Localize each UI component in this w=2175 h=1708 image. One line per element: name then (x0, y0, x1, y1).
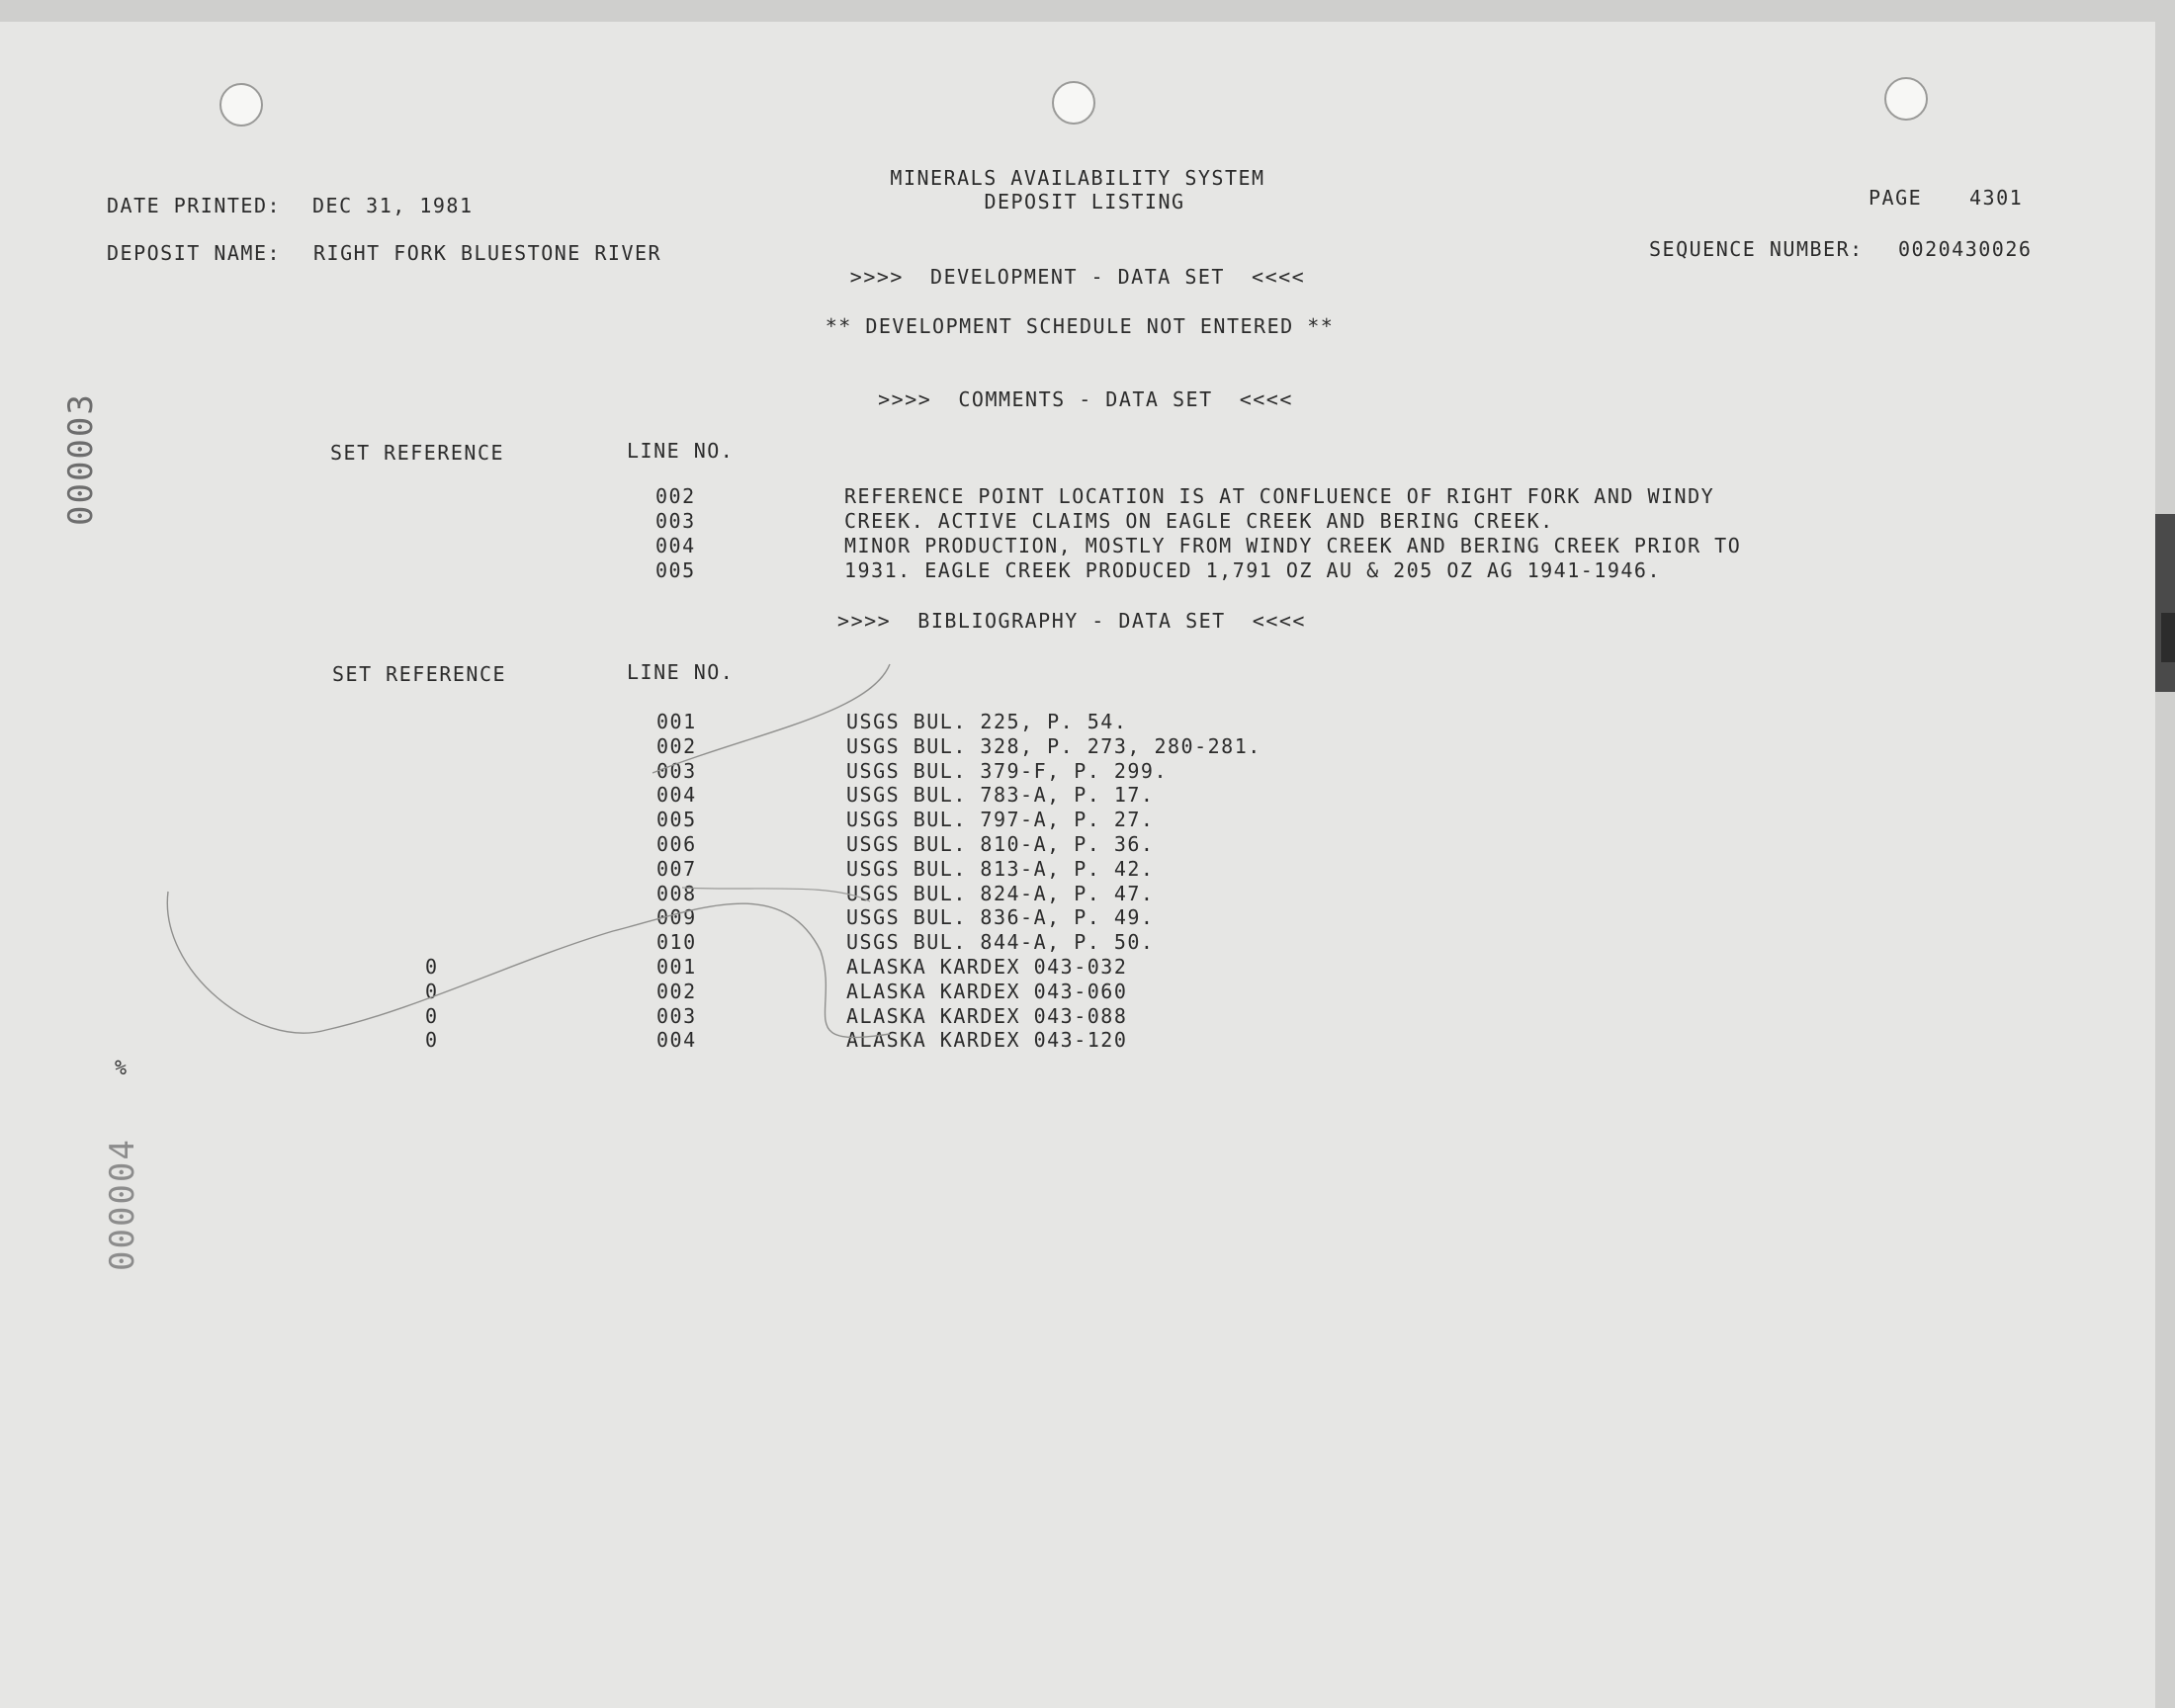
comment-text: REFERENCE POINT LOCATION IS AT CONFLUENCE OF RIGHT FORK AND WINDY (844, 484, 1715, 508)
development-note: ** DEVELOPMENT SCHEDULE NOT ENTERED ** (825, 314, 1335, 338)
citation-text: USGS BUL. 810-A, P. 36. (846, 832, 1155, 856)
printout-sheet (0, 22, 2155, 1708)
comments-heading: >>>> COMMENTS - DATA SET <<<< (878, 387, 1293, 411)
list-item (0, 759, 2155, 784)
line-number: 009 (656, 905, 697, 930)
sequence-label: SEQUENCE NUMBER: (1649, 237, 1864, 261)
line-number: 006 (656, 832, 697, 856)
list-item (0, 930, 2155, 955)
line-number: 002 (656, 733, 697, 758)
comment-text: CREEK. ACTIVE CLAIMS ON EAGLE CREEK AND BERING CREEK. (844, 509, 1554, 533)
line-number: 010 (656, 930, 697, 955)
citation-text: USGS BUL. 813-A, P. 42. (846, 856, 1155, 881)
sequence-value: 0020430026 (1898, 237, 2033, 261)
comment-text: MINOR PRODUCTION, MOSTLY FROM WINDY CREEK AND BERING CREEK PRIOR TO (844, 534, 1742, 557)
scan-edge (2161, 613, 2175, 662)
list-item (0, 710, 2155, 734)
listing-title: DEPOSIT LISTING (984, 190, 1185, 214)
deposit-name-label: DEPOSIT NAME: (107, 241, 282, 265)
punch-hole-center (1052, 81, 1095, 125)
page-label: PAGE (1869, 186, 1923, 210)
list-item (0, 905, 2155, 930)
margin-stamp-bottom: 000004 (103, 1138, 142, 1271)
comments-col-set-reference: SET REFERENCE (330, 441, 505, 465)
list-item (0, 484, 2155, 509)
citation-text: USGS BUL. 328, P. 273, 280-281. (846, 733, 1262, 758)
punch-hole-right (1884, 77, 1928, 121)
line-number: 004 (656, 783, 697, 808)
list-item (0, 783, 2155, 808)
list-item (0, 955, 2155, 980)
citation-text: USGS BUL. 824-A, P. 47. (846, 881, 1155, 905)
citation-text: ALASKA KARDEX 043-032 (846, 955, 1128, 979)
bibliography-col-set-reference: SET REFERENCE (332, 662, 507, 686)
line-number: 004 (656, 1028, 697, 1053)
system-title: MINERALS AVAILABILITY SYSTEM (890, 166, 1265, 190)
citation-text: USGS BUL. 225, P. 54. (846, 710, 1128, 733)
line-number: 003 (656, 1003, 697, 1028)
development-heading: >>>> DEVELOPMENT - DATA SET <<<< (849, 265, 1306, 289)
citation-text: USGS BUL. 783-A, P. 17. (846, 783, 1155, 808)
page-number: 4301 (1969, 186, 2024, 210)
comment-text: 1931. EAGLE CREEK PRODUCED 1,791 OZ AU & 205 OZ AG 1941-1946. (844, 558, 1662, 582)
set-reference: 0 (425, 1003, 439, 1028)
set-reference: 0 (425, 1028, 439, 1053)
list-item (0, 734, 2155, 759)
citation-text: USGS BUL. 836-A, P. 49. (846, 905, 1155, 930)
date-printed-label: DATE PRINTED: (107, 194, 282, 217)
margin-symbol: % (115, 1056, 128, 1079)
line-number: 003 (656, 758, 697, 783)
line-number: 001 (656, 955, 697, 979)
list-item (0, 534, 2155, 558)
citation-text: ALASKA KARDEX 043-120 (846, 1028, 1128, 1053)
bibliography-col-line-no: LINE NO. (627, 660, 735, 684)
list-item (0, 509, 2155, 534)
set-reference: 0 (425, 979, 439, 1003)
citation-text: USGS BUL. 379-F, P. 299. (846, 758, 1168, 783)
bibliography-heading: >>>> BIBLIOGRAPHY - DATA SET <<<< (837, 609, 1306, 633)
line-number: 005 (655, 558, 696, 582)
list-item (0, 882, 2155, 906)
line-number: 004 (655, 534, 696, 557)
citation-text: ALASKA KARDEX 043-088 (846, 1003, 1128, 1028)
deposit-name-value: RIGHT FORK BLUESTONE RIVER (313, 241, 662, 265)
margin-stamp-top: 000003 (61, 392, 101, 526)
comments-col-line-no: LINE NO. (627, 439, 735, 463)
line-number: 002 (656, 979, 697, 1003)
list-item (0, 808, 2155, 832)
list-item (0, 980, 2155, 1004)
date-printed-value: DEC 31, 1981 (312, 194, 474, 217)
list-item (0, 832, 2155, 857)
list-item (0, 1028, 2155, 1053)
line-number: 008 (656, 881, 697, 905)
list-item (0, 1004, 2155, 1029)
line-number: 003 (655, 509, 696, 533)
line-number: 007 (656, 856, 697, 881)
line-number: 005 (656, 808, 697, 832)
citation-text: ALASKA KARDEX 043-060 (846, 979, 1128, 1003)
citation-text: USGS BUL. 797-A, P. 27. (846, 808, 1155, 832)
punch-hole-left (219, 83, 263, 127)
set-reference: 0 (425, 955, 439, 979)
line-number: 001 (656, 710, 697, 733)
scan-edge (2155, 514, 2175, 692)
list-item (0, 857, 2155, 882)
list-item (0, 558, 2155, 583)
citation-text: USGS BUL. 844-A, P. 50. (846, 930, 1155, 955)
line-number: 002 (655, 484, 696, 508)
